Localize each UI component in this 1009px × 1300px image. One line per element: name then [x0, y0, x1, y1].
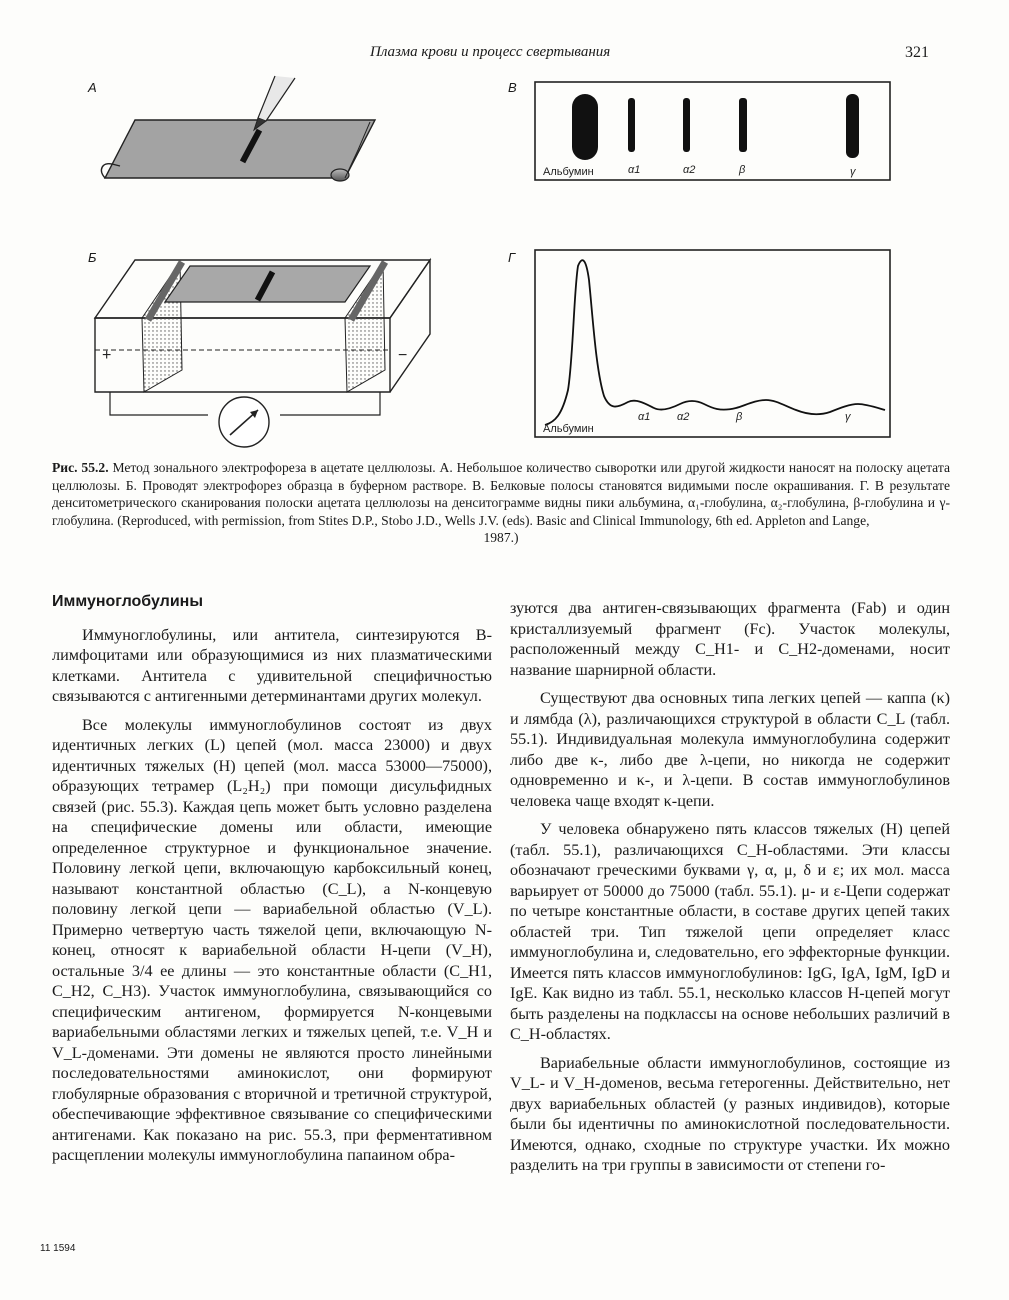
band-alpha2	[683, 98, 690, 152]
running-head	[0, 44, 1009, 68]
band-alpha1	[628, 98, 635, 152]
right-paragraph-3: У человека обнаружено пять классов тяжелых (Н) цепей (табл. 55.1), различающихся C_H-областями. Эти классы обозначают греческими буквами γ, α, μ, δ и ε; их мол. масса варьирует от 50000 до 75000 (табл. 55.1). μ- и ε-Цепи содержат по четыре константные области, в составе других цепей таких областей три. Тип тяжелой цепи определяет класс иммуноглобулина и, следовательно, его эффекторные функции. Имеется пять классов иммуноглобулинов: IgG, IgA, IgM, IgD и IgE. Как видно из табл. 55.1, несколько классов Н-цепей могут быть разделены на подклассы на основе небольших различий в C_H-областях.	[510, 820, 950, 1043]
strip-label-beta: β	[739, 164, 746, 176]
band-beta	[739, 98, 747, 152]
panel-label-g: Г	[508, 250, 516, 265]
strip-label-alpha2: α2	[683, 164, 696, 176]
electrode-plus: +	[102, 347, 112, 364]
electrode-minus: −	[398, 347, 408, 364]
densitogram-label-alpha2: α2	[677, 411, 690, 423]
right-paragraph-2: Существуют два основных типа легких цепей — каппа (κ) и лямбда (λ), различающихся структурой в области C_L (табл. 55.1). Индивидуальная молекула иммуноглобулина содержит либо две κ-, либо две λ-цепи, но никогда не содержит одновременно и κ-, и λ-цепи. В состав иммуноглобулинов человека чаще входят κ-цепи.	[510, 689, 950, 810]
panel-v-strip	[535, 82, 890, 180]
figure-55-2	[40, 70, 970, 455]
panel-g-densitogram	[535, 250, 890, 437]
caption-label: Рис. 55.2.	[52, 460, 109, 475]
densitogram-label-alpha1: α1	[638, 411, 651, 423]
panel-label-a: А	[88, 80, 97, 95]
right-column	[510, 598, 950, 1184]
left-paragraph-1: Иммуноглобулины, или антитела, синтезируются В-лимфоцитами или образующимися из них плазматическими клетками. Антитела с удивительной специфичностью связываются с антигенными детерминантами других молекул.	[52, 625, 492, 705]
left-paragraph-2: Все молекулы иммуноглобулинов состоят из двух идентичных легких (L) цепей (мол. масса 23000) и двух идентичных тяжелых (Н) цепей (мол. масса 53000—75000), образующих тетрамер (L₂H₂) при помощи дисульфидных связей (рис. 55.3). Каждая цепь может быть условно разделена на специфические домены или области, имеющие определенное структурное и функциональное значение. Половину легкой цепи, включающую карбоксильный конец, называют константной областью (C_L), а N-концевую половину легкой цепи — вариабельной областью (V_L). Примерно четвертую часть тяжелой цепи, включающую N-конец, относят к вариабельной области Н-цепи (V_H), остальные 3/4 ее длины — это константные области (C_H1, C_H2, C_H3). Участок иммуноглобулина, связывающийся со специфическим антигеном, формируется N-концевыми вариабельными областями легких и тяжелых цепей, т.е. V_H и V_L-доменами. Эти домены не являются просто линейными последовательностями аминокислот, они формируют глобулярные образования с вторичной и третичной структурой, обеспечивающие эффективное связывание со специфическими антигенами. Как показано на рис. 55.3, при ферментативном расщеплении молекулы иммуноглобулина папаином обра-	[52, 715, 492, 1164]
caption-year: 1987.)	[483, 530, 519, 545]
band-albumin	[572, 94, 598, 160]
section-title: Иммуноглобулины	[52, 593, 203, 610]
caption-text: Метод зонального электрофореза в ацетате целлюлозы. А. Небольшое количество сыворотки или другой жидкости наносят на полоску ацетата целлюлозы. Б. Проводят электрофорез образца в буферном растворе. В. Белковые полосы становятся видимыми после окрашивания. Г. В результате денситометрического сканирования полоски ацетата целлюлозы на денситограмме видны пики альбумина, α₁-глобулина, α₂-глобулина, β-глобулина и γ-глобулина. (Reproduced, with permission, from Stites D.P., Stobo J.D., Wells J.V. (eds). Basic and Clinical Immunology, 6th ed. Appleton and Lange,	[52, 460, 950, 528]
strip-label-albumin: Альбумин	[543, 166, 594, 178]
right-paragraph-1: зуются два антиген-связывающих фрагмента (Fab) и один кристаллизуемый фрагмент (Fc). Участок молекулы, расположенный между C_H1- и C_H2-доменами, носит название шарнирной области.	[510, 599, 950, 679]
densitogram-label-albumin: Альбумин	[543, 423, 594, 435]
strip-label-gamma: γ	[850, 166, 856, 178]
densitogram-curve	[545, 260, 885, 425]
printer-signature: 11 1594	[40, 1243, 76, 1254]
figure-caption	[52, 459, 950, 547]
strip-label-alpha1: α1	[628, 164, 641, 176]
figure-drawing	[40, 70, 970, 455]
band-gamma	[846, 94, 859, 158]
panel-b-chamber	[95, 260, 430, 447]
densitogram-label-gamma: γ	[845, 411, 851, 423]
running-title: Плазма крови и процесс свертывания	[370, 44, 611, 60]
panel-label-b: Б	[88, 250, 97, 265]
right-paragraph-4: Вариабельные области иммуноглобулинов, состоящие из V_L- и V_H-доменов, весьма гетерогенны. Действительно, нет двух вариабельных областей (у разных индивидов), которые были бы идентичны по аминокислотной последовательности. Имеются, однако, сходные по структуре участки. Их можно разделить на три группы в зависимости от степени го-	[510, 1053, 950, 1174]
page-number: 321	[905, 44, 929, 61]
left-column	[52, 592, 492, 1174]
panel-a-strip	[101, 76, 375, 181]
densitogram-label-beta: β	[736, 411, 743, 423]
panel-label-v: В	[508, 80, 517, 95]
